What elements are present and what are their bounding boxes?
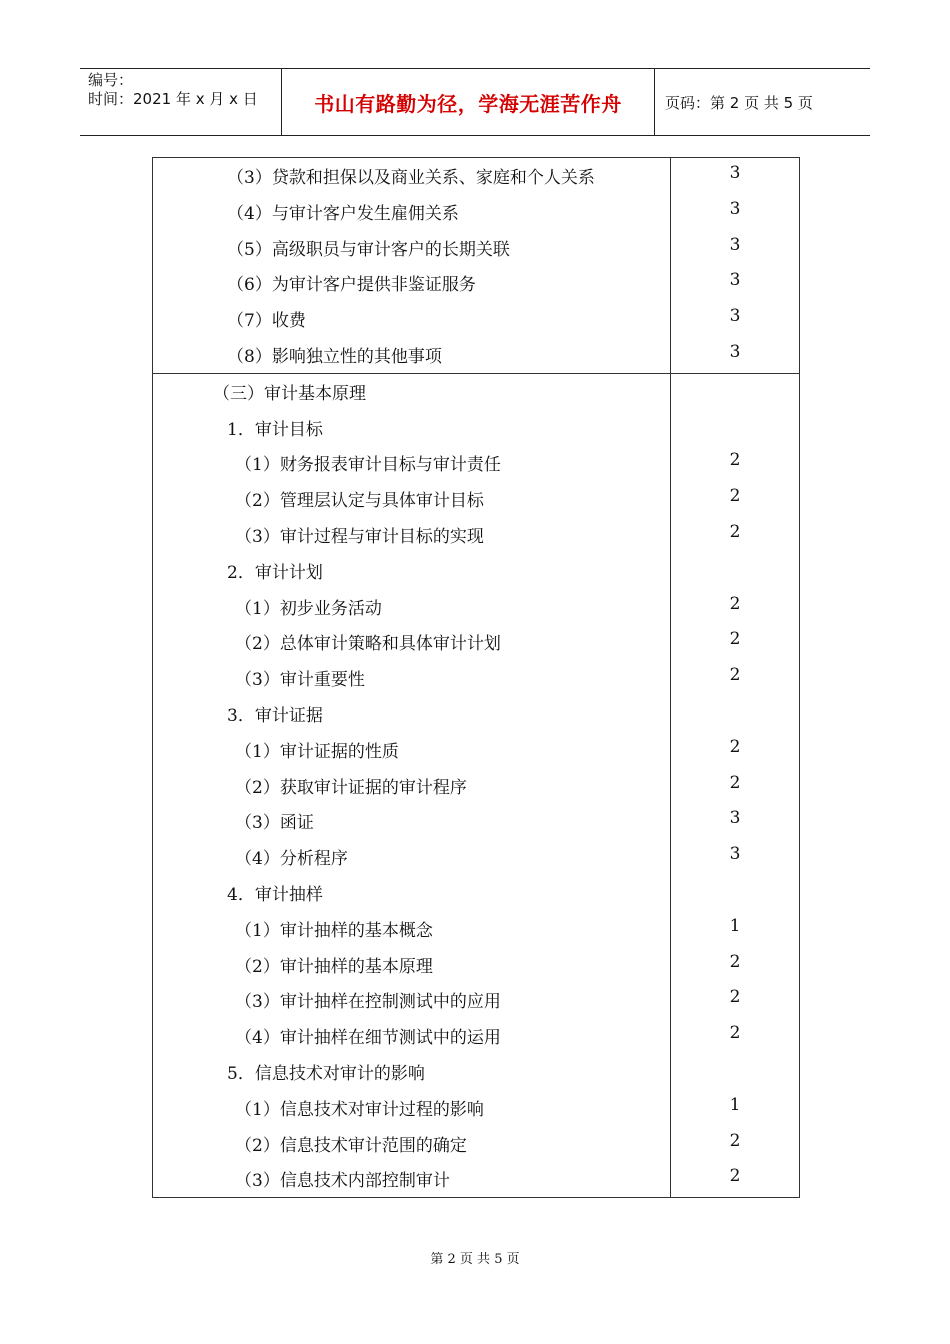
row-topic: （2）获取审计证据的审计程序: [235, 777, 467, 798]
row-topic: （2）信息技术审计范围的确定: [235, 1135, 467, 1156]
header-motto: 书山有路勤为径，学海无涯苦作舟: [314, 91, 622, 116]
row-value: 3: [729, 198, 741, 219]
page-header: [80, 68, 870, 136]
row-topic: （4）与审计客户发生雇佣关系: [227, 203, 459, 224]
row-value: 2: [729, 450, 741, 471]
row-topic: 4．审计抽样: [227, 884, 323, 905]
table-row: [153, 481, 799, 517]
table-row: [153, 875, 799, 911]
header-meta: [80, 69, 282, 135]
row-value: 2: [729, 736, 741, 757]
row-topic: （5）高级职员与审计客户的长期关联: [227, 239, 510, 260]
row-topic: （3）审计过程与审计目标的实现: [235, 526, 484, 547]
row-topic: （2）审计抽样的基本原理: [235, 956, 433, 977]
row-value: 3: [729, 844, 741, 865]
row-topic: （2）总体审计策略和具体审计计划: [235, 634, 501, 655]
row-value: 3: [729, 270, 741, 291]
table-row: [153, 1126, 799, 1162]
table-row: [153, 265, 799, 301]
page-footer: 第 2 页 共 5 页: [430, 1252, 520, 1267]
row-topic: （4）审计抽样在细节测试中的运用: [235, 1028, 501, 1049]
row-topic: （3）函证: [235, 813, 314, 834]
table-row: [153, 301, 799, 337]
table-row: [153, 732, 799, 768]
row-topic: （3）信息技术内部控制审计: [235, 1171, 450, 1192]
header-motto-cell: [282, 69, 655, 135]
table-row: [153, 553, 799, 589]
row-topic: 1．审计目标: [227, 419, 323, 440]
table-row: [153, 624, 799, 660]
row-topic: （1）初步业务活动: [235, 598, 382, 619]
table-row: [153, 337, 799, 373]
table-row: [153, 1018, 799, 1054]
table-row: [153, 1090, 799, 1126]
row-value: 3: [729, 808, 741, 829]
table-row: [153, 696, 799, 732]
table-row: [153, 803, 799, 839]
row-value: 2: [729, 1166, 741, 1187]
row-topic: （三）审计基本原理: [213, 383, 366, 404]
row-value: 2: [729, 1023, 741, 1044]
row-value: 2: [729, 1130, 741, 1151]
table-row: [153, 158, 799, 194]
table-row: [153, 230, 799, 266]
row-topic: （1）审计证据的性质: [235, 741, 399, 762]
row-value: 2: [729, 629, 741, 650]
row-value: 2: [729, 665, 741, 686]
table-row: [153, 1161, 799, 1197]
row-value: 3: [729, 234, 741, 255]
row-value: 3: [729, 163, 741, 183]
row-topic: （8）影响独立性的其他事项: [227, 346, 442, 367]
table-row: [153, 1054, 799, 1090]
row-value: 2: [729, 486, 741, 507]
table-row: [153, 374, 799, 410]
table-block-independence: [152, 157, 800, 374]
row-topic: （3）审计抽样在控制测试中的应用: [235, 992, 501, 1013]
table-row: [153, 410, 799, 446]
table-block-audit-principles: [152, 374, 800, 1198]
row-topic: （4）分析程序: [235, 849, 348, 870]
table-row: [153, 194, 799, 230]
header-page-info: 页码：第 2 页 共 5 页: [665, 93, 813, 112]
row-value: 3: [729, 341, 741, 362]
doc-number-label: 编号：: [88, 71, 134, 89]
row-topic: （7）收费: [227, 311, 306, 332]
table-row: [153, 589, 799, 625]
row-topic: 2．审计计划: [227, 562, 323, 583]
row-topic: （3）贷款和担保以及商业关系、家庭和个人关系: [227, 168, 595, 188]
row-topic: （6）为审计客户提供非鉴证服务: [227, 275, 476, 296]
table-row: [153, 517, 799, 553]
syllabus-table: [152, 157, 800, 1198]
row-topic: （1）审计抽样的基本概念: [235, 920, 433, 941]
row-value: 2: [729, 772, 741, 793]
row-topic: （1）财务报表审计目标与审计责任: [235, 455, 501, 476]
doc-time-label: 时间：2021 年 x 月 x 日: [88, 90, 258, 108]
row-topic: （2）管理层认定与具体审计目标: [235, 491, 484, 512]
row-topic: （1）信息技术对审计过程的影响: [235, 1099, 484, 1120]
row-value: 2: [729, 521, 741, 542]
table-row: [153, 660, 799, 696]
row-value: 2: [729, 987, 741, 1008]
row-value: 2: [729, 593, 741, 614]
table-row: [153, 768, 799, 804]
row-topic: 3．审计证据: [227, 705, 323, 726]
table-row: [153, 445, 799, 481]
table-row: [153, 947, 799, 983]
table-row: [153, 982, 799, 1018]
table-row: [153, 839, 799, 875]
row-topic: （3）审计重要性: [235, 670, 365, 691]
row-value: 1: [729, 1094, 741, 1115]
row-value: 3: [729, 306, 741, 327]
row-value: 1: [729, 915, 741, 936]
table-row: [153, 911, 799, 947]
row-topic: 5．信息技术对审计的影响: [227, 1063, 425, 1084]
row-value: 2: [729, 951, 741, 972]
